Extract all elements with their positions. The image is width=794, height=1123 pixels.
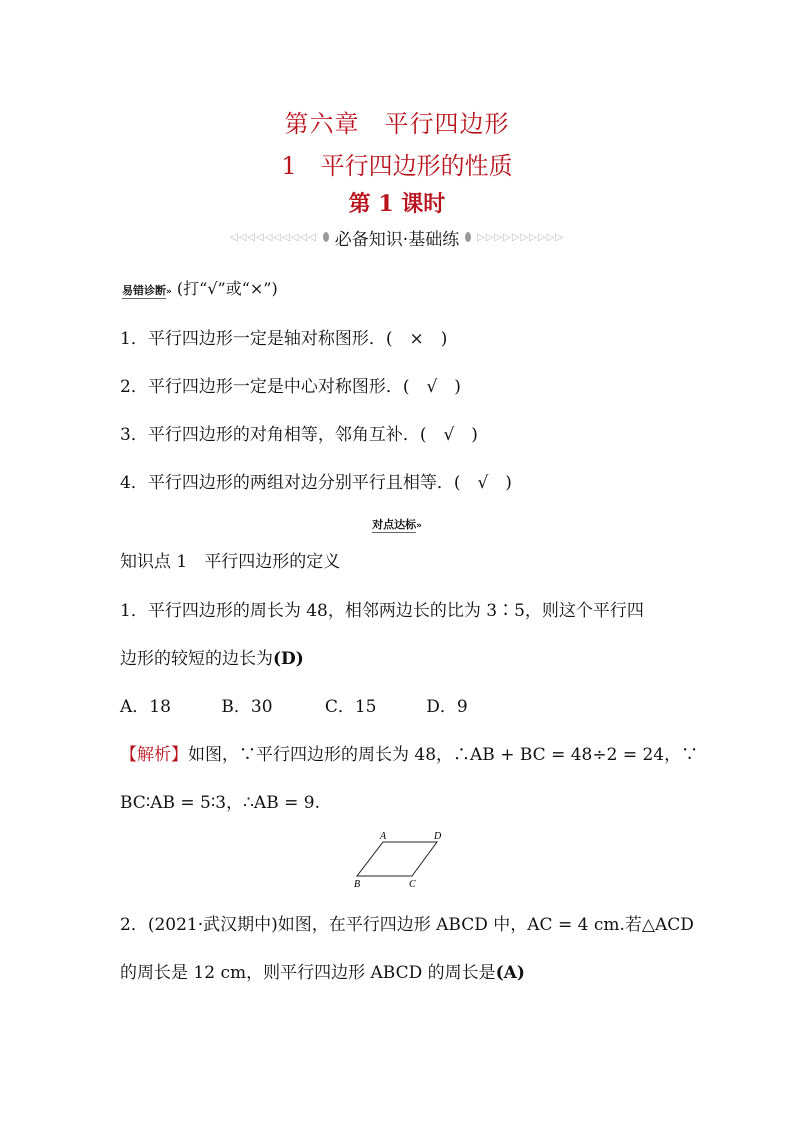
- option-a: A．18: [120, 697, 171, 717]
- chapter-title: 第六章 平行四边形: [284, 110, 510, 138]
- parallelogram-shape: [357, 842, 437, 876]
- banner-left-dot-icon: [323, 232, 329, 242]
- diagnosis-item: 3．平行四边形的对角相等，邻角互补．( √ ): [120, 425, 478, 445]
- question-2-line-1: 2．(2021·武汉期中)如图，在平行四边形 ABCD 中，AC = 4 cm.若△ACD: [120, 915, 694, 935]
- diagnosis-header: [122, 276, 278, 299]
- vertex-label-d: D: [434, 831, 442, 842]
- lesson-title: 第 1 课时: [348, 191, 446, 217]
- banner-text: 必备知识·基础练: [334, 229, 460, 250]
- option-d: D．9: [426, 697, 468, 717]
- diagnosis-instruction: (打“√”或“×”): [176, 279, 278, 298]
- practice-tag-chevron-icon: »: [416, 521, 422, 531]
- option-b: B．30: [221, 697, 273, 717]
- question-1-options: [120, 692, 468, 717]
- vertex-label-b: B: [354, 879, 361, 890]
- question-1-line-1: 1．平行四边形的周长为 48，相邻两边长的比为 3∶5，则这个平行四: [120, 601, 644, 621]
- knowledge-point-heading: 知识点 1 平行四边形的定义: [120, 552, 341, 572]
- question-2-answer: (A): [495, 963, 525, 983]
- diagnosis-item: 1．平行四边形一定是轴对称图形．( × ): [120, 329, 448, 349]
- question-2-text: 的周长是 12 cm，则平行四边形 ABCD 的周长是: [120, 963, 496, 983]
- analysis-tag: 【解析】: [120, 745, 188, 765]
- question-1-answer: (D): [273, 649, 304, 669]
- option-c: C．15: [324, 697, 377, 717]
- diagnosis-item: 4．平行四边形的两组对边分别平行且相等．( √ ): [120, 473, 512, 493]
- vertex-label-a: A: [380, 831, 387, 842]
- section-banner: [230, 224, 564, 250]
- question-2-line-2: [120, 958, 525, 983]
- parallelogram-figure: [346, 826, 450, 892]
- practice-header: [0, 513, 794, 532]
- analysis-line-1: [120, 740, 698, 765]
- section-title: 1 平行四边形的性质: [281, 152, 513, 180]
- question-1-text: 边形的较短的边长为: [120, 649, 273, 669]
- banner-right-dot-icon: [465, 232, 471, 242]
- diagnosis-tag: 易错诊断: [122, 284, 166, 297]
- analysis-line-2: BC∶AB = 5∶3，∴AB = 9.: [120, 793, 320, 813]
- practice-tag: 对点达标: [372, 518, 417, 531]
- analysis-text: 如图，∵平行四边形的周长为 48，∴AB + BC = 48÷2 = 24，∵: [188, 745, 699, 765]
- diagnosis-tag-chevron-icon: »: [166, 287, 172, 297]
- banner-left-arrows: ◁◁◁◁◁◁◁◁◁◁: [230, 231, 317, 243]
- diagnosis-item: 2．平行四边形一定是中心对称图形．( √ ): [120, 377, 461, 397]
- banner-right-arrows: ▷▷▷▷▷▷▷▷▷▷: [477, 231, 564, 243]
- question-1-line-2: [120, 644, 304, 669]
- vertex-label-c: C: [409, 879, 416, 890]
